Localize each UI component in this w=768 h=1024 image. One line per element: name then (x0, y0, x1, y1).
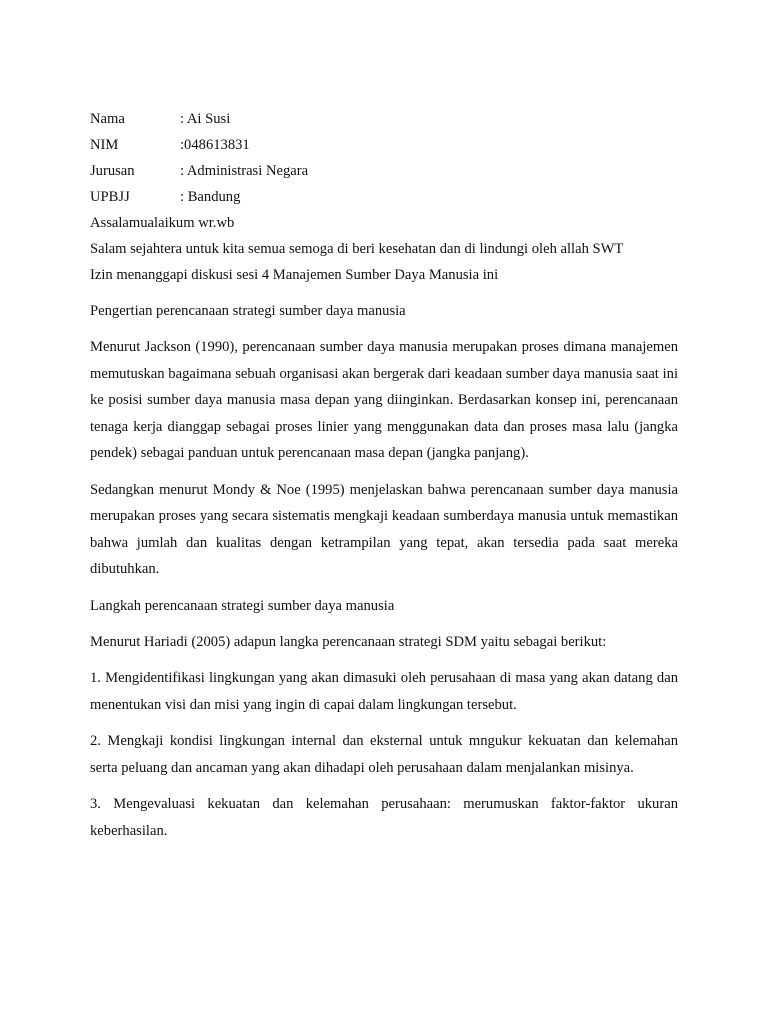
nama-value: : Ai Susi (180, 111, 231, 127)
greeting-line-2: Izin menanggapi diskusi sesi 4 Manajemen Sumber Daya Manusia ini (90, 267, 499, 283)
identity-row-nama (90, 106, 678, 132)
upbjj-value: : Bandung (180, 189, 241, 205)
identity-row-upbjj (90, 184, 678, 210)
step-3: 3. Mengevaluasi kekuatan dan kelemahan perusahaan: merumuskan faktor-faktor ukuran keberhasilan. (90, 796, 678, 839)
section-2-heading: Langkah perencanaan strategi sumber daya manusia (90, 597, 395, 614)
section-1-paragraph-jackson: Menurut Jackson (1990), perencanaan sumber daya manusia merupakan proses dimana manajemen memutuskan bagaimana sebuah organisasi akan bergerak dari keadaan sumber daya manusia saat ini ke posisi sumber daya manusia masa depan yang diinginkan. Berdasarkan konsep ini, perencanaan tenaga kerja dianggap sebagai proses linier yang menggunakan data dan proses masa lalu (jangka pendek) sebagai panduan untuk perencanaan masa depan (jangka panjang). (90, 339, 678, 461)
section-2-intro: Menurut Hariadi (2005) adapun langka perencanaan strategi SDM yaitu sebagai berikut: (90, 633, 607, 650)
document-page (90, 106, 678, 844)
nama-label: Nama (90, 111, 125, 127)
section-1-paragraph-mondy-noe: Sedangkan menurut Mondy & Noe (1995) menjelaskan bahwa perencanaan sumber daya manusia merupakan proses yang secara sistematis mengkaji keadaan sumberdaya manusia untuk memastikan bahwa jumlah dan kualitas dengan ketrampilan yang tepat, akan tersedia pada saat mereka dibutuhkan. (90, 481, 678, 577)
step-1: 1. Mengidentifikasi lingkungan yang akan dimasuki oleh perusahaan di masa yang akan datang dan menentukan visi dan misi yang ingin di capai dalam lingkungan tersebut. (90, 670, 678, 713)
jurusan-label: Jurusan (90, 163, 135, 179)
step-2: 2. Mengkaji kondisi lingkungan internal dan eksternal untuk mngukur kekuatan dan kelemahan serta peluang dan ancaman yang akan dihadapi oleh perusahaan dalam menjalankan misinya. (90, 733, 678, 776)
jurusan-value: : Administrasi Negara (180, 163, 309, 179)
upbjj-label: UPBJJ (90, 189, 130, 205)
nim-label: NIM (90, 137, 119, 153)
greeting-salam: Assalamualaikum wr.wb (90, 215, 235, 231)
section-1-heading: Pengertian perencanaan strategi sumber daya manusia (90, 303, 406, 319)
identity-row-jurusan (90, 158, 678, 184)
identity-row-nim (90, 132, 678, 158)
greeting-line-1: Salam sejahtera untuk kita semua semoga di beri kesehatan dan di lindungi oleh allah SWT (90, 241, 624, 257)
nim-value: :048613831 (180, 137, 250, 153)
